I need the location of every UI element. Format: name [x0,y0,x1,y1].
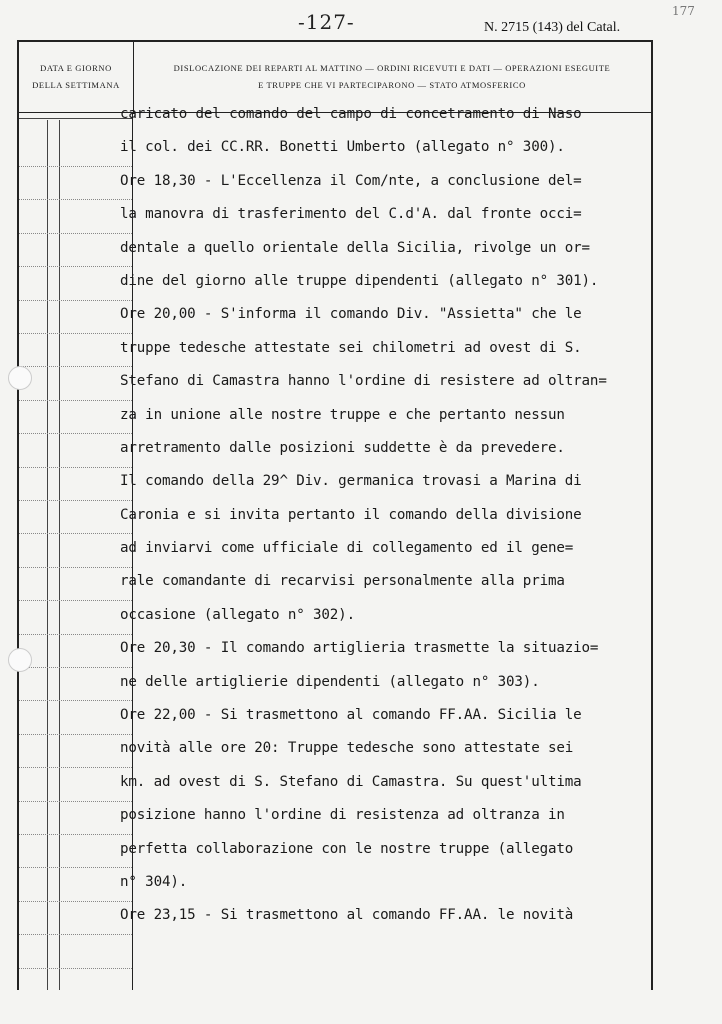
date-row-rule [19,600,132,601]
body-line: Ore 20,30 - Il comando artiglieria trasmette la situazio= [120,640,599,657]
date-column-title-line2: DELLA SETTIMANA [32,80,120,90]
body-line: la manovra di trasferimento del C.d'A. dal fronte occi= [120,206,582,223]
date-column-header [19,42,134,112]
handwritten-page-number: -127- [298,10,355,34]
body-line: Caronia e si invita pertanto il comando della divisione [120,506,582,523]
date-row-rule [19,634,132,635]
events-column-title-line2: E TRUPPE CHE VI PARTECIPARONO — STATO ATMOSFERICO [258,80,526,90]
date-row-rule [19,166,132,167]
body-line: arretramento dalle posizioni suddette è da prevedere. [120,439,565,456]
body-line: rale comandante di recarvisi personalmente alla prima [120,573,565,590]
body-line: il col. dei CC.RR. Bonetti Umberto (allegato n° 300). [120,139,565,156]
date-subcolumn-rule [59,120,60,990]
body-line: caricato del comando del campo di concetramento di Naso [120,106,582,122]
date-row-rule [19,801,132,802]
body-line: novità alle ore 20: Truppe tedesche sono attestate sei [120,740,574,757]
date-row-rule [19,533,132,534]
date-row-rule [19,734,132,735]
body-line: Stefano di Camastra hanno l'ordine di resistere ad oltran= [120,373,607,390]
body-line: occasione (allegato n° 302). [120,606,355,623]
body-line: Ore 18,30 - L'Eccellenza il Com/nte, a conclusione del= [120,172,582,189]
date-row-rule [19,199,132,200]
date-column-top-rule [19,118,132,119]
date-row-rule [19,433,132,434]
catalog-reference: N. 2715 (143) del Catal. [484,20,621,35]
date-row-rule [19,400,132,401]
date-row-rule [19,667,132,668]
date-row-rule [19,567,132,568]
body-line: ad inviarvi come ufficiale di collegamento ed il gene= [120,540,574,557]
date-row-rule [19,867,132,868]
body-line: Ore 20,00 - S'informa il comando Div. "Assietta" che le [120,306,582,323]
diary-body [120,98,635,933]
body-line: truppe tedesche attestate sei chilometri ad ovest di S. [120,339,582,356]
date-row-rule [19,901,132,902]
date-row-rule [19,233,132,234]
body-line: ne delle artiglierie dipendenti (allegato n° 303). [120,673,540,690]
date-row-rule [19,700,132,701]
date-row-rule [19,300,132,301]
body-line: dentale a quello orientale della Sicilia, rivolge un or= [120,239,590,256]
punch-hole [8,366,32,390]
body-line: Ore 22,00 - Si trasmettono al comando FF.AA. Sicilia le [120,707,582,724]
events-column-title-line1: DISLOCAZIONE DEI REPARTI AL MATTINO — ORDINI RICEVUTI E DATI — OPERAZIONI ESEGUITE [173,63,611,73]
date-row-rule [19,934,132,935]
date-row-rule [19,266,132,267]
date-row-rule [19,467,132,468]
date-row-rule [19,366,132,367]
body-line: za in unione alle nostre truppe e che pertanto nessun [120,406,565,423]
corner-mark: 177 [672,4,695,18]
body-line: Il comando della 29^ Div. germanica trovasi a Marina di [120,473,582,490]
body-line: perfetta collaborazione con le nostre truppe (allegato [120,840,574,857]
date-subcolumn-rule [47,120,48,990]
date-row-rule [19,834,132,835]
date-row-rule [19,333,132,334]
body-line: dine del giorno alle truppe dipendenti (allegato n° 301). [120,272,599,289]
date-row-rule [19,968,132,969]
body-line: Ore 23,15 - Si trasmettono al comando FF.AA. le novità [120,907,574,924]
punch-hole [8,648,32,672]
date-row-rule [19,500,132,501]
date-column-title-line1: DATA E GIORNO [40,63,112,73]
date-row-rule [19,767,132,768]
body-line: km. ad ovest di S. Stefano di Camastra. Su quest'ultima [120,773,582,790]
body-line: posizione hanno l'ordine di resistenza ad oltranza in [120,807,565,824]
body-line: n° 304). [120,873,188,890]
